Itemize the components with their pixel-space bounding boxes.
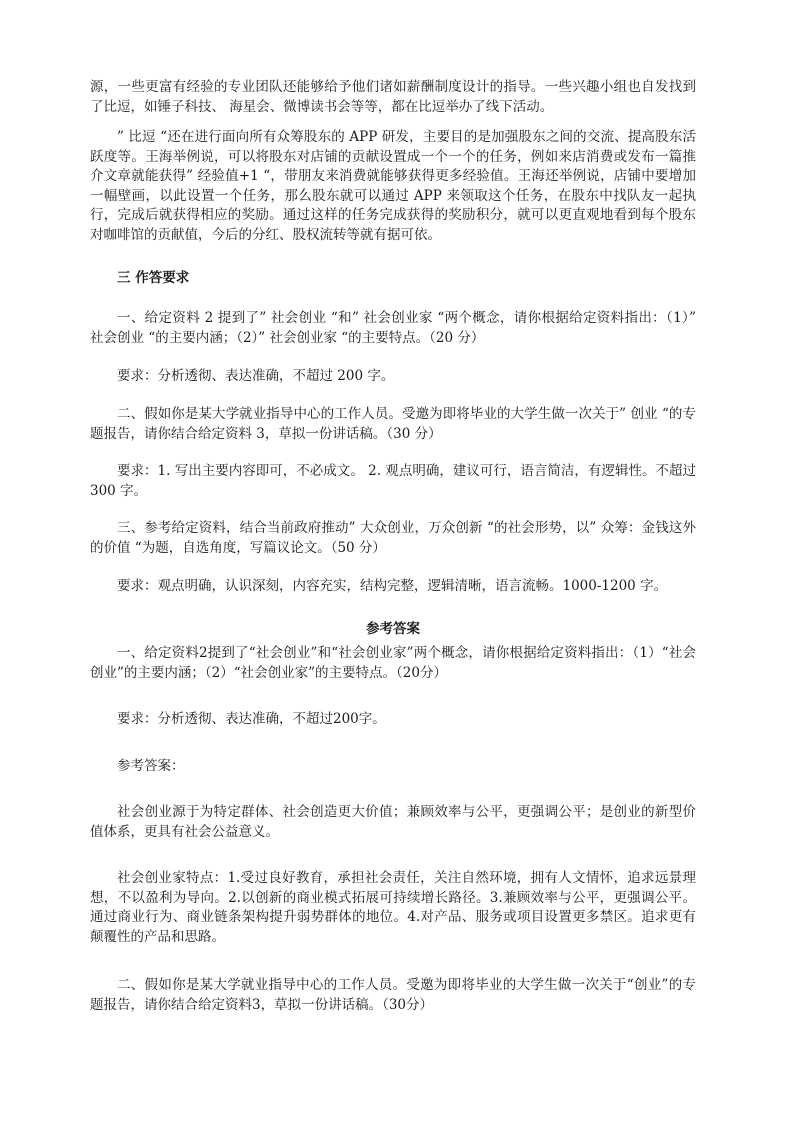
paragraph-bidou-teams: 源，一些更富有经验的专业团队还能够给予他们诸如薪酬制度设计的指导。一些兴趣小组也自发找到了比逗，如锤子科技、 海星会、微博读书会等等，都在比逗举办了线下活动。 xyxy=(90,79,696,115)
answer-question-one: 一、给定资料2提到了“社会创业”和“社会创业家”两个概念，请你根据给定资料指出：（1）“社会创业”的主要内涵；（2）“社会创业家”的主要特点。（20分） xyxy=(90,645,696,681)
answer-social-entrepreneurship: 社会创业源于为特定群体、社会创造更大价值；兼顾效率与公平，更强调公平；是创业的新型价值体系，更具有社会公益意义。 xyxy=(90,804,696,840)
reference-answer-title: 参考答案 xyxy=(366,621,420,637)
answer-social-entrepreneur-traits: 社会创业家特点：1.受过良好教育，承担社会责任，关注自然环境，拥有人文情怀，追求远景理想，不以盈利为导向。2.以创新的商业模式拓展可持续增长路径。3.兼顾效率与公平，更强调公平。通过商业行为、商业链条架构提升弱势群体的地位。4.对产品、服务或项目设置更多禁区。追求更有颠覆性的产品和思路。 xyxy=(90,870,696,945)
answer-question-two: 二、假如你是某大学就业指导中心的工作人员。受邀为即将毕业的大学生做一次关于“创业”的专题报告，请你结合给定资料3，草拟一份讲话稿。（30分） xyxy=(90,977,696,1013)
question-three-requirement: 要求：观点明确，认识深刻，内容充实，结构完整，逻辑清晰，语言流畅。1000-1200 字。 xyxy=(117,578,668,594)
question-two-requirement: 要求：1. 写出主要内容即可，不必成文。 2. 观点明确，建议可行，语言简洁，有逻辑性。不超过 300 字。 xyxy=(90,463,696,499)
reference-answer-label: 参考答案： xyxy=(117,758,185,774)
answer-question-one-requirement: 要求：分析透彻、表达准确，不超过200字。 xyxy=(117,711,386,727)
section-heading-answer-requirements: 三 作答要求 xyxy=(117,270,190,286)
question-one-requirement: 要求：分析透彻、表达准确，不超过 200 字。 xyxy=(117,368,395,384)
question-three: 三、参考给定资料，结合当前政府推动” 大众创业，万众创新 “的社会形势，以” 众筹：金钱这外的价值 “为题，自选角度，写篇议论文。（50 分） xyxy=(90,520,696,556)
question-two: 二、假如你是某大学就业指导中心的工作人员。受邀为即将毕业的大学生做一次关于” 创业 “的专题报告，请你结合给定资料 3，草拟一份讲话稿。（30 分） xyxy=(90,406,696,442)
paragraph-bidou-app: ” 比逗 “还在进行面向所有众筹股东的 APP 研发，主要目的是加强股东之间的交流、提高股东活跃度等。王海举例说，可以将股东对店铺的贡献设置成一个一个的任务，例如来店消费或发布一篇推介文章就能获得” 经验值+1 “，带朋友来消费就能够获得更多经验值。王海还举例说，店铺中要增加一幅壁画，以此设置一个任务，那么股东就可以通过 APP 来领取这个任务，在股东中找队友一起执行，完成后就获得相应的奖励。通过这样的任务完成获得的奖励积分，就可以更直观地看到每个股东对咖啡馆的贡献值，今后的分红、股权流转等就有据可依。 xyxy=(90,129,696,243)
question-one: 一、给定资料 2 提到了” 社会创业 “和” 社会创业家 “两个概念，请你根据给定资料指出：（1）” 社会创业 “的主要内涵；（2）” 社会创业家 “的主要特点。（20 分） xyxy=(90,310,696,346)
